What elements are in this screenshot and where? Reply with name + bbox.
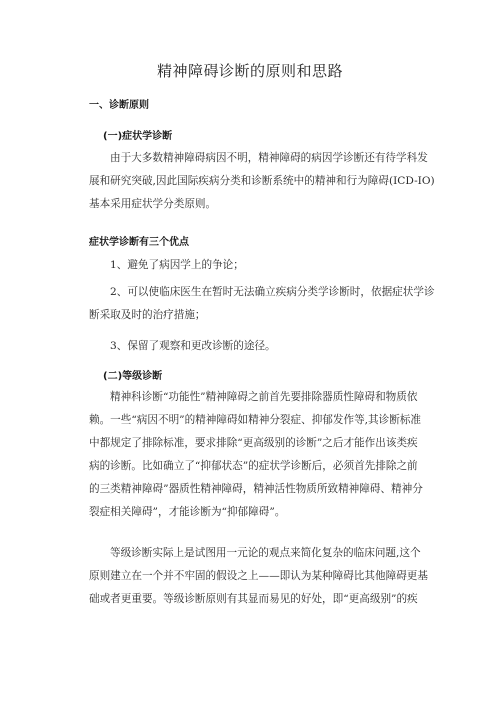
paragraph-line: 由于大多数精神障碍病因不明，精神障碍的病因学诊断还有待学科发 — [110, 152, 428, 164]
paragraph-line: 裂症相关障碍”，才能诊断为“抑郁障碍”。 — [89, 506, 286, 518]
paragraph-line: 的三类精神障碍”器质性精神障碍，精神活性物质所致精神障碍、精神分 — [89, 483, 423, 495]
paragraph-line: 病的诊断。比如确立了“抑郁状态”的症状学诊断后，必须首先排除之前 — [89, 460, 418, 472]
paragraph-line: 精神科诊断“功能性”精神障碍之前首先要排除器质性障碍和物质依 — [110, 391, 418, 403]
paragraph-line: 赖。一些“病因不明”的精神障碍如精神分裂症、抑郁发作等,其诊断标准 — [89, 414, 422, 426]
paragraph-line: 础或者更重要。等级诊断原则有其显而易见的好处，即“更高级别”的疾 — [89, 593, 418, 605]
advantage-text: 3、保留了观察和更改诊断的途径。 — [110, 340, 276, 352]
advantage-item-3 — [89, 335, 441, 358]
document-title: 精神障碍诊断的原则和思路 — [156, 62, 343, 80]
paragraph-line: 原则建立在一个并不牢固的假设之上——即认为某种障碍比其他障碍更基 — [89, 570, 428, 582]
advantages-heading: 症状学诊断有三个优点 — [89, 237, 189, 248]
advantage-item-1 — [89, 254, 441, 277]
paragraph-hierarchical-diagnosis — [89, 386, 441, 524]
paragraph-line: 等级诊断实际上是试图用一元论的观点来简化复杂的临床问题,这个 — [110, 547, 421, 559]
paragraph-hierarchical-explanation — [89, 542, 441, 611]
paragraph-line: 展和研究突破,因此国际疾病分类和诊断系统中的精神和行为障碍(ICD-IO) — [89, 175, 435, 187]
paragraph-symptom-diagnosis — [89, 147, 441, 216]
section-heading-diagnosis-principles: 一、诊断原则 — [89, 100, 149, 111]
advantage-text: 2、可以使临床医生在暂时无法确立疾病分类学诊断时，依据症状学诊 — [110, 286, 435, 298]
advantage-text: 断采取及时的治疗措施； — [89, 309, 206, 321]
advantage-text: 1、避免了病因学上的争论； — [110, 259, 244, 271]
advantage-item-2 — [89, 281, 441, 327]
subsection-heading-symptom-diagnosis: (一)症状学诊断 — [103, 131, 173, 142]
paragraph-line: 基本采用症状学分类原则。 — [89, 198, 217, 210]
subsection-heading-hierarchical-diagnosis: (二)等级诊断 — [103, 371, 163, 382]
paragraph-line: 中都规定了排除标准，要求排除“更高级别的诊断”之后才能作出该类疾 — [89, 437, 418, 449]
